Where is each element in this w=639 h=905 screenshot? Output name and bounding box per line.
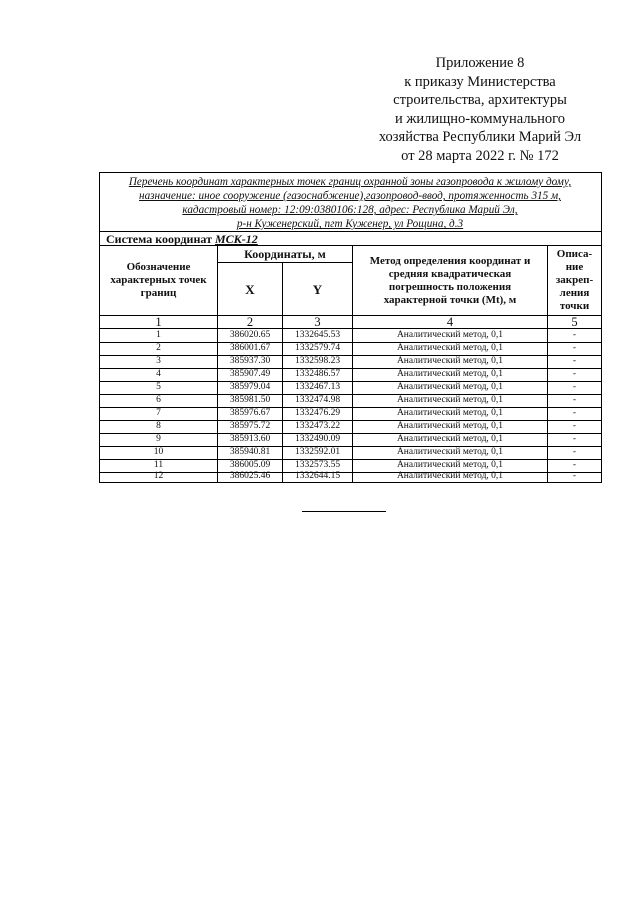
table-row (99, 471, 602, 482)
header-line: Приложение 8 (435, 55, 525, 71)
x-value: 385907.49 (229, 369, 271, 379)
column-number: 2 (246, 314, 254, 329)
y-value: 1332490.09 (294, 434, 341, 444)
header-line: от 28 марта 2022 г. № 172 (401, 147, 559, 164)
point-number: 5 (156, 382, 161, 392)
column-number: 5 (571, 314, 578, 329)
designation-header: Обозначение характерных точек границ (110, 261, 207, 299)
method-value: Аналитический метод, 0,1 (396, 343, 504, 353)
description-value: - (572, 471, 577, 481)
x-value: 385981.50 (229, 395, 271, 405)
method-value: Аналитический метод, 0,1 (396, 421, 504, 431)
point-number: 3 (156, 356, 161, 366)
description-value: - (572, 330, 577, 340)
description-value: - (572, 395, 577, 405)
y-value: 1332486.57 (294, 369, 341, 379)
point-number: 1 (156, 330, 161, 340)
caption-line: кадастровый номер: 12:09:0380106:128, адрес: Республика Марий Эл, (182, 204, 518, 217)
column-number: 4 (446, 314, 454, 329)
point-number: 12 (153, 471, 164, 481)
point-number: 6 (156, 395, 161, 405)
description-value: - (572, 421, 577, 431)
point-number: 10 (153, 447, 164, 457)
description-value: - (572, 356, 577, 366)
table-row (99, 433, 602, 446)
caption-line: р-н Куженерский, пгт Куженер, ул Рощина, д.3 (236, 218, 464, 231)
table-row (99, 381, 602, 394)
header-line: и жилищно-коммунального (394, 110, 566, 127)
x-value: 385975.72 (229, 421, 271, 431)
x-value: 386025.46 (229, 471, 271, 481)
table-row (99, 355, 602, 368)
closing-line (302, 511, 386, 512)
x-value: 385937.30 (229, 356, 271, 366)
table-row (99, 368, 602, 381)
method-value: Аналитический метод, 0,1 (396, 471, 504, 481)
x-value: 385940.81 (229, 447, 271, 457)
point-number: 8 (156, 421, 161, 431)
description-header: Описа-ние закреп-ления точки (555, 248, 594, 312)
x-header: X (245, 281, 255, 297)
column-number: 3 (314, 314, 321, 329)
description-value: - (572, 408, 577, 418)
table-row (99, 329, 602, 342)
coordinate-system-value: МСК-12 (214, 232, 258, 246)
y-value: 1332573.55 (294, 460, 341, 470)
method-value: Аналитический метод, 0,1 (396, 408, 504, 418)
method-value: Аналитический метод, 0,1 (396, 356, 504, 366)
x-value: 386001.67 (229, 343, 271, 353)
description-value: - (572, 460, 577, 470)
x-value: 386020.65 (229, 330, 271, 340)
y-value: 1332474.98 (294, 395, 341, 405)
description-value: - (572, 447, 577, 457)
table-caption (100, 175, 600, 231)
method-value: Аналитический метод, 0,1 (396, 460, 504, 470)
point-number: 11 (153, 460, 164, 470)
method-value: Аналитический метод, 0,1 (396, 369, 504, 379)
table-row (99, 420, 602, 433)
table-row (99, 459, 602, 472)
method-value: Аналитический метод, 0,1 (396, 447, 504, 457)
method-value: Аналитический метод, 0,1 (396, 434, 504, 444)
y-value: 1332467.13 (294, 382, 341, 392)
y-value: 1332644.15 (294, 471, 341, 481)
header-line: к приказу Министерства (404, 73, 556, 90)
x-value: 385979.04 (229, 382, 271, 392)
y-header: Y (312, 281, 323, 297)
y-value: 1332579.74 (294, 343, 341, 353)
column-number: 1 (155, 314, 162, 329)
table-row (99, 446, 602, 459)
caption-line: Перечень координат характерных точек границ охранной зоны газопровода к жилому дому, (128, 176, 572, 188)
point-number: 4 (156, 369, 161, 379)
x-value: 386005.09 (229, 460, 271, 470)
header-line: хозяйства Республики Марий Эл (378, 129, 582, 146)
x-value: 385913.60 (229, 434, 271, 444)
y-value: 1332476.29 (294, 408, 341, 418)
method-value: Аналитический метод, 0,1 (396, 395, 504, 405)
caption-line: назначение: иное сооружение (газоснабжение),газопровод-ввод, протяженность 315 м, (139, 190, 561, 203)
point-number: 2 (156, 343, 161, 353)
y-value: 1332645.53 (294, 330, 341, 340)
table-row (99, 407, 602, 420)
point-number: 7 (156, 408, 161, 418)
coords-header: Координаты, м (244, 246, 326, 261)
header-line: строительства, архитектуры (393, 92, 567, 109)
y-value: 1332473.22 (294, 421, 341, 431)
description-value: - (572, 382, 577, 392)
method-value: Аналитический метод, 0,1 (396, 330, 504, 340)
point-number: 9 (156, 434, 161, 444)
y-value: 1332592.01 (294, 447, 341, 457)
document-header (360, 54, 600, 166)
description-value: - (572, 434, 577, 444)
description-value: - (572, 369, 577, 379)
coordinate-system-label: Система координат (106, 232, 212, 246)
table-row (99, 342, 602, 355)
x-value: 385976.67 (229, 408, 271, 418)
method-value: Аналитический метод, 0,1 (396, 382, 504, 392)
method-header: Метод определения координат и средняя квадратическая погрешность положения характерной точки (Mt), м (369, 254, 531, 306)
description-value: - (572, 343, 577, 353)
y-value: 1332598.23 (294, 356, 341, 366)
table-row (99, 394, 602, 407)
